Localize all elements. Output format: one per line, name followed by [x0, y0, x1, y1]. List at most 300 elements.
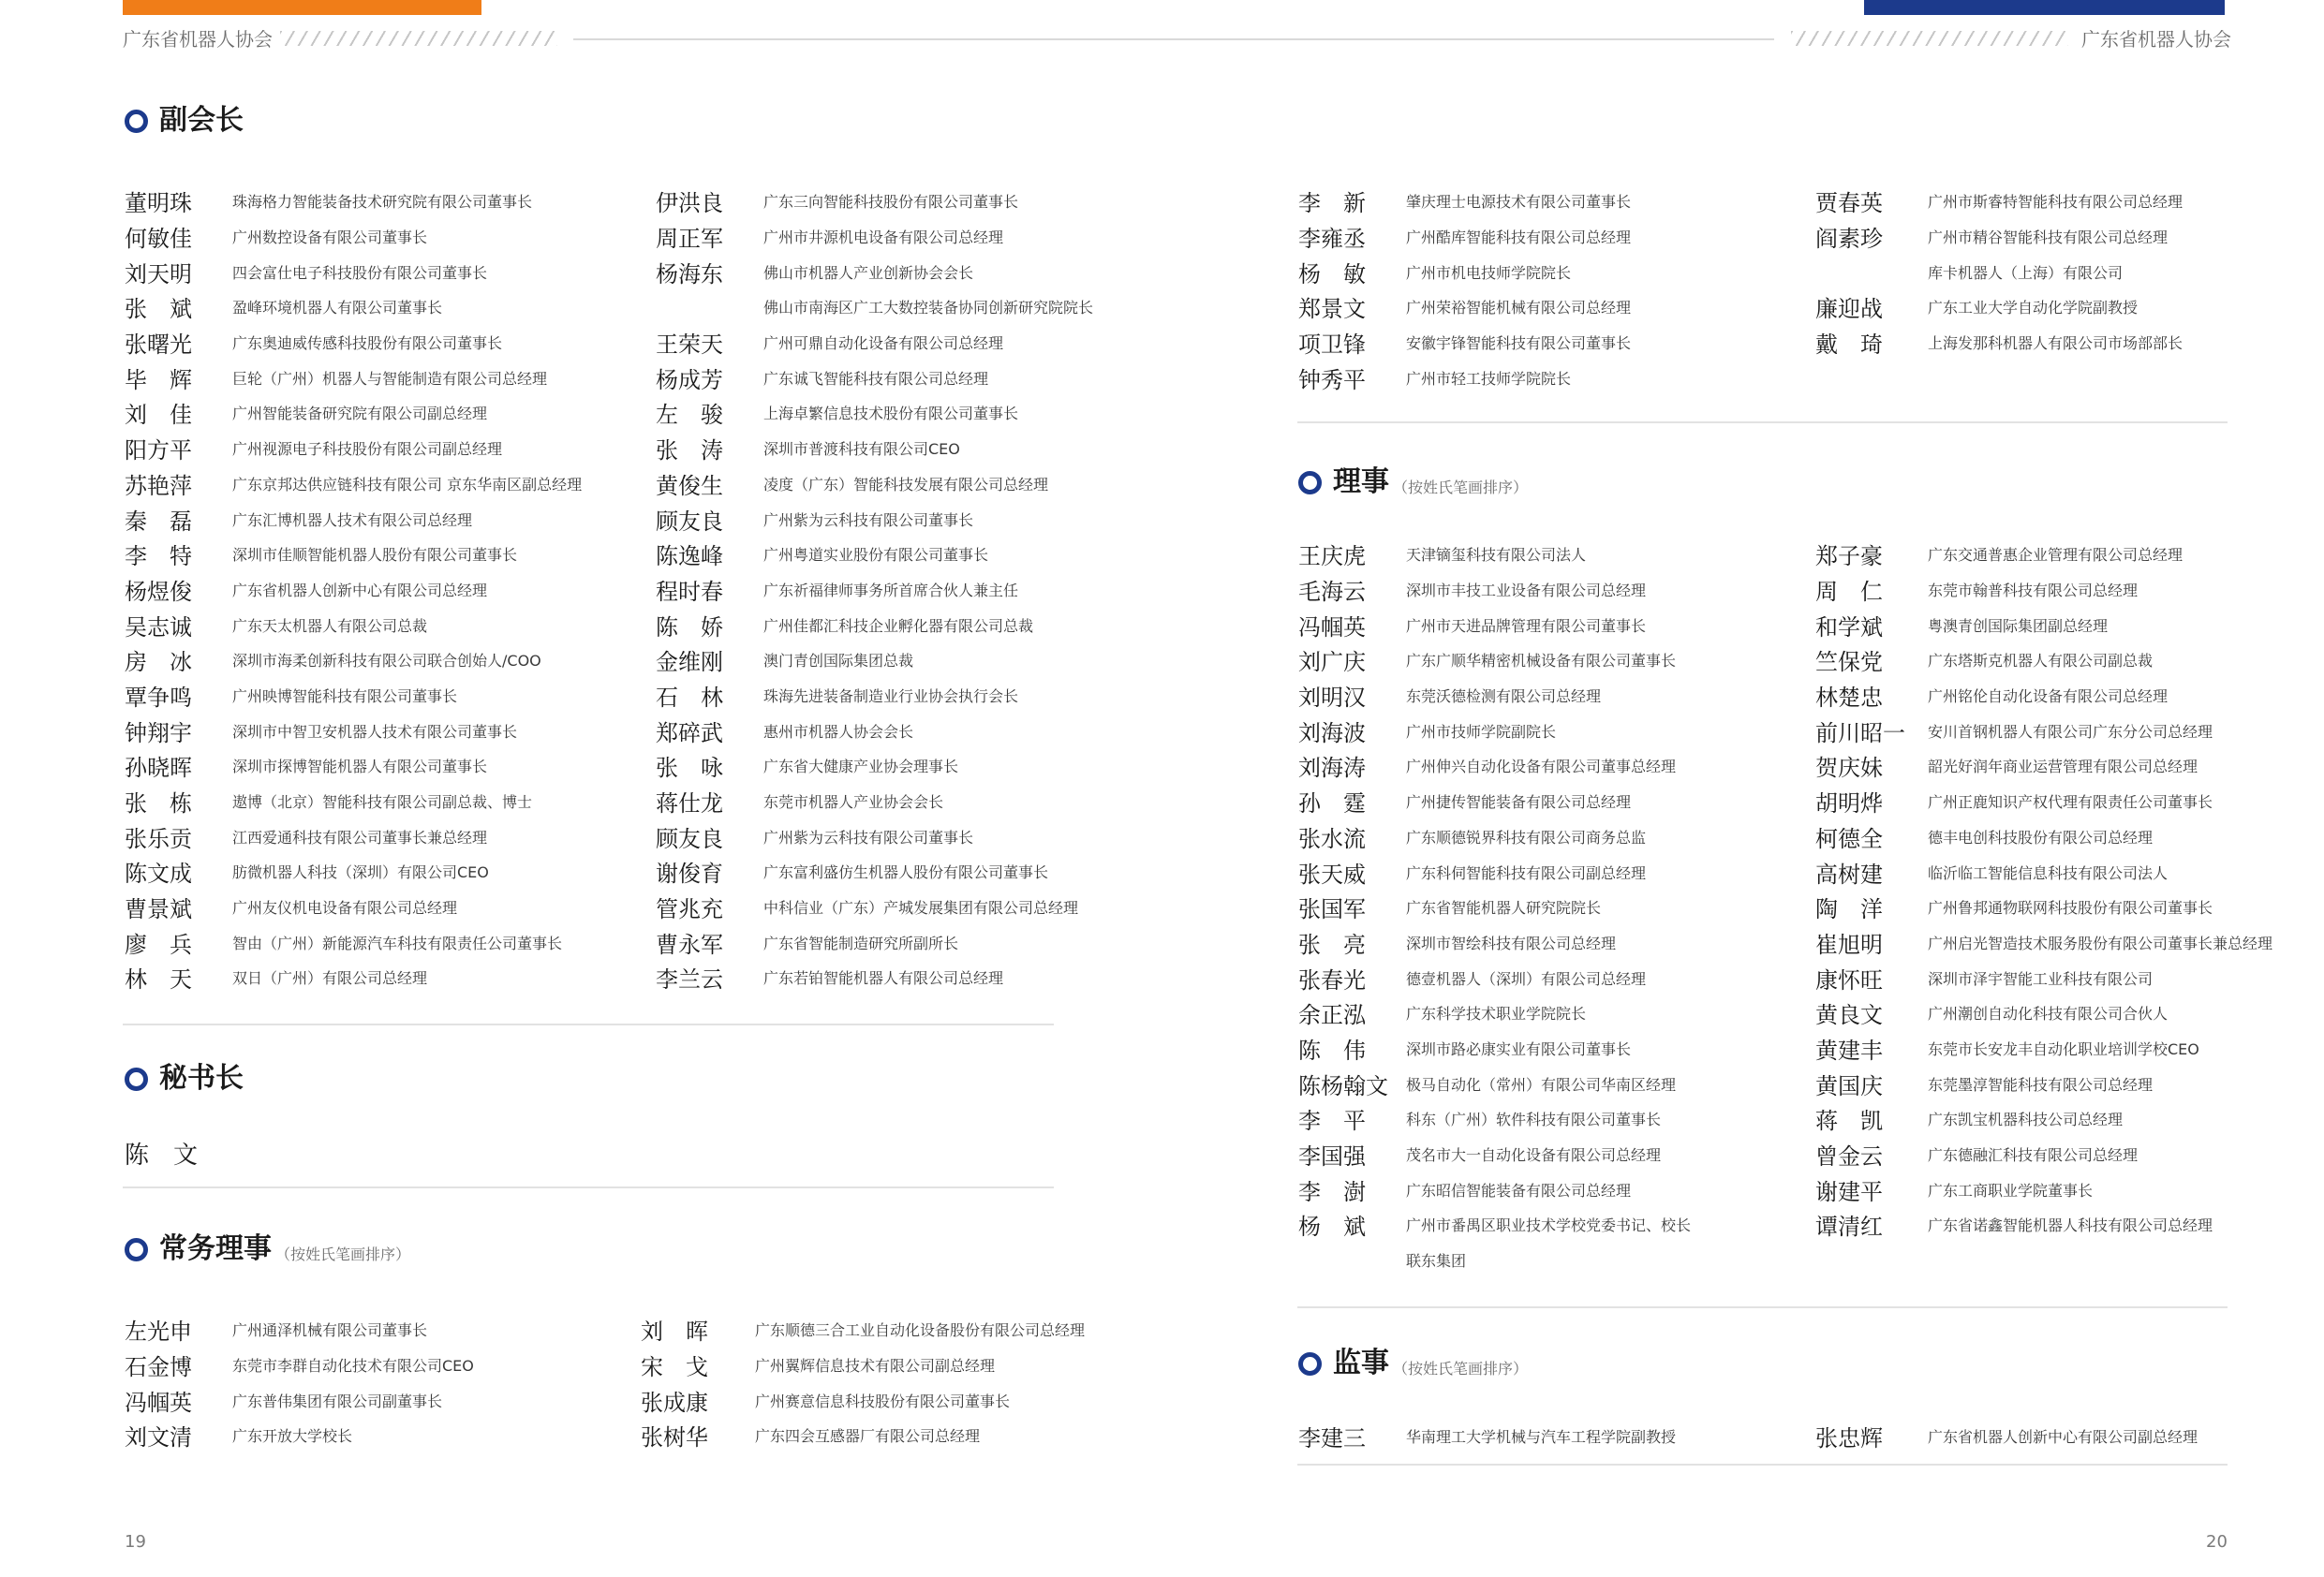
member-row — [1298, 360, 1631, 395]
member-name: 覃争鸣 — [125, 684, 192, 711]
member-row — [1815, 1172, 2272, 1207]
member-row — [1815, 1419, 2198, 1454]
member-organization: 深圳市路必康实业有限公司董事长 — [1406, 1039, 1632, 1058]
member-row — [1815, 572, 2272, 608]
section-vice-presidents-header — [125, 104, 244, 138]
member-name: 戴 琦 — [1815, 332, 1883, 359]
member-name: 张天威 — [1298, 861, 1366, 888]
section-title: 理事 — [1333, 465, 1389, 498]
member-row — [1298, 960, 1691, 995]
member-organization: 深圳市泽宇智能工业科技有限公司 — [1928, 969, 2154, 988]
member-organization: 广州友仪机电设备有限公司总经理 — [232, 899, 458, 918]
member-row — [1815, 748, 2272, 784]
member-name: 黄良文 — [1815, 1002, 1883, 1029]
member-organization: 广州紫为云科技有限公司董事长 — [763, 828, 974, 847]
member-organization: 肇庆理士电源技术有限公司董事长 — [1406, 193, 1632, 212]
member-row — [1298, 890, 1691, 925]
member-name: 李 平 — [1298, 1108, 1366, 1135]
member-organization: 广东昭信智能装备有限公司总经理 — [1406, 1181, 1632, 1200]
member-name: 刘 晖 — [641, 1319, 708, 1346]
member-organization: 广州酷库智能科技有限公司总经理 — [1406, 228, 1632, 247]
vice-presidents-col-3 — [1298, 184, 1631, 395]
member-name: 蒋仕龙 — [656, 790, 723, 818]
member-row — [1298, 642, 1691, 678]
member-name: 郑景文 — [1298, 296, 1366, 323]
section-note: （按姓氏笔画排序） — [1393, 478, 1529, 496]
section-directors-header — [1298, 465, 1528, 499]
section-title: 监事 — [1333, 1347, 1389, 1379]
member-name: 胡明烨 — [1815, 790, 1883, 818]
member-name: 石金博 — [125, 1354, 192, 1381]
member-organization: 广州伸兴自动化设备有限公司董事总经理 — [1406, 758, 1677, 776]
member-name: 杨成芳 — [656, 366, 723, 393]
member-name: 张树华 — [641, 1424, 708, 1452]
member-organization: 广州市斯睿特智能科技有限公司总经理 — [1928, 193, 2183, 212]
member-name: 李 新 — [1298, 190, 1366, 217]
member-row — [1815, 854, 2272, 890]
member-organization: 深圳市普渡科技有限公司CEO — [763, 440, 960, 459]
member-organization: 广州粤道实业股份有限公司董事长 — [763, 546, 989, 565]
member-name: 伊洪良 — [656, 190, 723, 217]
member-organization: 广东省智能制造研究所副所长 — [763, 934, 959, 952]
member-name: 宋 戈 — [641, 1354, 708, 1381]
member-organization: 广东塔斯克机器人有限公司副总裁 — [1928, 652, 2154, 671]
member-name: 王荣天 — [656, 332, 723, 359]
member-row — [656, 678, 1093, 714]
page-number-left: 19 — [125, 1532, 146, 1552]
member-organization: 广东交通普惠企业管理有限公司总经理 — [1928, 546, 2183, 565]
member-name: 刘文清 — [125, 1424, 192, 1452]
standing-directors-col-2 — [641, 1312, 1085, 1453]
member-row — [1298, 1031, 1691, 1067]
member-organization: 广州启光智造技术服务股份有限公司董事长兼总经理 — [1928, 934, 2273, 952]
member-row — [125, 325, 582, 361]
member-organization: 广州鲁邦通物联网科技股份有限公司董事长 — [1928, 899, 2213, 918]
member-organization: 珠海格力智能装备技术研究院有限公司董事长 — [232, 193, 533, 212]
member-row — [125, 1382, 474, 1418]
member-organization: 东莞市长安龙丰自动化职业培训学校CEO — [1928, 1039, 2199, 1058]
member-row — [641, 1418, 1085, 1453]
member-row — [656, 890, 1093, 925]
member-row — [1298, 572, 1691, 608]
member-name: 孙晓晖 — [125, 755, 192, 782]
member-row — [1815, 960, 2272, 995]
member-row — [1298, 184, 1631, 219]
member-name: 杨 斌 — [1298, 1214, 1366, 1241]
member-name: 杨煜俊 — [125, 578, 192, 605]
member-name: 李国强 — [1298, 1143, 1366, 1171]
member-organization: 广州赛意信息科技股份有限公司董事长 — [755, 1392, 1011, 1410]
header-right-title: 广东省机器人协会 — [2081, 28, 2231, 51]
section-note: （按姓氏笔画排序） — [1393, 1359, 1529, 1378]
member-row — [656, 289, 1093, 325]
header-divider-line — [573, 38, 1774, 40]
member-name: 张成康 — [641, 1389, 708, 1416]
member-name: 毕 辉 — [125, 366, 192, 393]
member-name: 张忠辉 — [1815, 1425, 1883, 1452]
member-organization: 广东诚飞智能科技有限公司总经理 — [763, 369, 989, 388]
member-name: 石 林 — [656, 684, 723, 711]
member-organization: 广州市机电技师学院院长 — [1406, 263, 1572, 282]
member-row — [1815, 1207, 2272, 1243]
member-name: 康怀旺 — [1815, 966, 1883, 994]
member-row — [656, 924, 1093, 960]
member-organization: 凌度（广东）智能科技发展有限公司总经理 — [763, 475, 1049, 494]
member-organization: 肪微机器人科技（深圳）有限公司CEO — [232, 863, 489, 882]
section-divider — [123, 1024, 1054, 1025]
member-name: 李兰云 — [656, 966, 723, 994]
member-row — [656, 325, 1093, 361]
member-organization: 天津镝玺科技有限公司法人 — [1406, 546, 1587, 565]
member-name: 阳方平 — [125, 437, 192, 464]
member-name: 陶 洋 — [1815, 896, 1883, 923]
member-row — [656, 784, 1093, 819]
member-organization: 德壹机器人（深圳）有限公司总经理 — [1406, 969, 1647, 988]
member-organization: 深圳市佳顺智能机器人股份有限公司董事长 — [232, 546, 518, 565]
member-row — [656, 818, 1093, 854]
ring-bullet-icon — [125, 1068, 148, 1091]
member-row — [1815, 890, 2272, 925]
member-organization: 德丰电创科技股份有限公司总经理 — [1928, 828, 2154, 847]
member-organization: 安徽宇锋智能科技有限公司董事长 — [1406, 334, 1632, 353]
member-organization: 深圳市中智卫安机器人技术有限公司董事长 — [232, 722, 518, 741]
member-organization: 广东普伟集团有限公司副董事长 — [232, 1392, 443, 1410]
member-organization: 广东若铂智能机器人有限公司总经理 — [763, 969, 1004, 988]
member-name: 高树建 — [1815, 861, 1883, 888]
member-row — [125, 960, 582, 995]
member-organization: 广东省机器人创新中心有限公司副总经理 — [1928, 1428, 2198, 1447]
member-organization: 广东顺德三合工业自动化设备股份有限公司总经理 — [755, 1321, 1086, 1340]
member-row — [125, 254, 582, 289]
member-row — [656, 466, 1093, 502]
member-name: 林 天 — [125, 966, 192, 994]
section-divider — [123, 1186, 1054, 1188]
member-organization: 广州市井源机电设备有限公司总经理 — [763, 228, 1004, 247]
member-row — [1298, 254, 1631, 289]
member-row — [656, 184, 1093, 219]
member-organization: 科东（广州）软件科技有限公司董事长 — [1406, 1111, 1662, 1129]
member-name: 曾金云 — [1815, 1143, 1883, 1171]
member-organization: 广东富利盛仿生机器人股份有限公司董事长 — [763, 863, 1049, 882]
member-name: 顾友良 — [656, 508, 723, 535]
member-name: 李雍丞 — [1298, 226, 1366, 253]
member-row — [1298, 537, 1691, 572]
member-name: 贺庆妹 — [1815, 755, 1883, 782]
member-name: 左光申 — [125, 1319, 192, 1346]
member-row — [1298, 607, 1691, 642]
member-name: 贾春英 — [1815, 190, 1883, 217]
member-organization: 广州市技师学院副院长 — [1406, 722, 1557, 741]
member-row — [1815, 254, 2183, 289]
member-organization: 广东四会互感器厂有限公司总经理 — [755, 1427, 981, 1446]
ring-bullet-icon — [125, 1238, 148, 1261]
member-row — [1815, 1137, 2272, 1172]
member-name: 张 亮 — [1298, 931, 1366, 958]
member-organization: 智由（广州）新能源汽车科技有限责任公司董事长 — [232, 934, 563, 952]
member-row — [125, 854, 582, 890]
member-organization: 深圳市智绘科技有限公司总经理 — [1406, 934, 1617, 952]
member-name: 陈文成 — [125, 861, 192, 888]
member-row — [1298, 995, 1691, 1031]
member-name: 廉迎战 — [1815, 296, 1883, 323]
member-organization: 遨博（北京）智能科技有限公司副总裁、博士 — [232, 793, 533, 812]
vice-presidents-col-4 — [1815, 184, 2183, 360]
member-row — [125, 360, 582, 395]
member-name: 周 仁 — [1815, 579, 1883, 606]
member-organization: 广州可鼎自动化设备有限公司总经理 — [763, 334, 1004, 353]
member-organization: 广州佳都汇科技企业孵化器有限公司总裁 — [763, 616, 1034, 635]
member-row — [656, 607, 1093, 642]
member-row — [1298, 678, 1691, 714]
member-name: 张乐贡 — [125, 825, 192, 852]
member-organization: 广州智能装备研究院有限公司副总经理 — [232, 405, 488, 423]
member-name: 管兆充 — [656, 896, 723, 923]
header-accent-bar-blue — [1864, 0, 2225, 15]
section-title: 副会长 — [159, 104, 244, 137]
member-row — [125, 713, 582, 748]
section-divider — [1297, 421, 2228, 423]
member-name: 陈 娇 — [656, 613, 723, 641]
member-row — [656, 360, 1093, 395]
member-row — [125, 184, 582, 219]
member-organization: 盈峰环境机器人有限公司董事长 — [232, 299, 443, 317]
member-name: 郑碎武 — [656, 719, 723, 746]
member-row — [656, 431, 1093, 466]
member-name: 蒋 凯 — [1815, 1108, 1883, 1135]
member-name: 李 特 — [125, 543, 192, 570]
member-organization: 澳门青创国际集团总裁 — [763, 652, 914, 671]
member-organization: 广东顺德锐界科技有限公司商务总监 — [1406, 828, 1647, 847]
member-row — [1815, 184, 2183, 219]
member-organization: 巨轮（广州）机器人与智能制造有限公司总经理 — [232, 369, 548, 388]
member-organization: 东莞市翰普科技有限公司总经理 — [1928, 582, 2139, 600]
member-row — [1815, 784, 2272, 819]
member-row — [1815, 607, 2272, 642]
member-name: 黄国庆 — [1815, 1072, 1883, 1099]
member-name: 杨海东 — [656, 260, 723, 287]
member-organization: 广州捷传智能装备有限公司总经理 — [1406, 793, 1632, 812]
member-name: 陈杨翰文 — [1298, 1072, 1388, 1099]
member-organization: 广东工业大学自动化学院副教授 — [1928, 299, 2139, 317]
member-name: 董明珠 — [125, 190, 192, 217]
ring-bullet-icon — [1298, 1352, 1322, 1376]
member-row — [1815, 642, 2272, 678]
header-left-title: 广东省机器人协会 — [123, 28, 273, 51]
directors-col-1 — [1298, 537, 1691, 1277]
vice-presidents-col-1 — [125, 184, 582, 995]
member-row — [125, 501, 582, 537]
member-row — [125, 219, 582, 255]
member-row — [656, 501, 1093, 537]
member-row — [1298, 1207, 1691, 1243]
member-organization: 广州市天进品牌管理有限公司董事长 — [1406, 616, 1647, 635]
member-organization: 四会富仕电子科技股份有限公司董事长 — [232, 263, 488, 282]
member-organization: 广州铭伦自动化设备有限公司总经理 — [1928, 687, 2169, 706]
member-name: 刘海波 — [1298, 719, 1366, 746]
member-row — [1815, 289, 2183, 325]
member-name: 张 涛 — [656, 437, 723, 464]
member-name: 和学斌 — [1815, 613, 1883, 641]
member-organization: 广东凯宝机器科技公司总经理 — [1928, 1111, 2124, 1129]
member-name: 曹景斌 — [125, 896, 192, 923]
member-organization: 广东奥迪威传感科技股份有限公司董事长 — [232, 334, 503, 353]
member-organization: 广州映博智能科技有限公司董事长 — [232, 686, 458, 705]
member-name: 黄俊生 — [656, 472, 723, 499]
member-row — [641, 1348, 1085, 1383]
member-organization: 广东科伺智能科技有限公司副总经理 — [1406, 863, 1647, 882]
member-name: 谢建平 — [1815, 1178, 1883, 1205]
member-row — [656, 748, 1093, 784]
member-name: 冯帼英 — [125, 1389, 192, 1416]
member-name: 张 栋 — [125, 790, 192, 818]
member-row — [1815, 1031, 2272, 1067]
member-name: 钟翔宇 — [125, 719, 192, 746]
member-name: 崔旭明 — [1815, 931, 1883, 958]
member-row — [1298, 219, 1631, 255]
member-row — [125, 924, 582, 960]
member-name: 秦 磊 — [125, 508, 192, 535]
member-name: 张 斌 — [125, 296, 192, 323]
member-row — [656, 395, 1093, 431]
member-row — [1298, 1172, 1691, 1207]
member-name: 张水流 — [1298, 825, 1366, 852]
member-name: 周正军 — [656, 226, 723, 253]
member-organization: 广东省大健康产业协会理事长 — [763, 758, 959, 776]
member-name: 李建三 — [1298, 1425, 1366, 1452]
member-organization: 广州翼辉信息技术有限公司副总经理 — [755, 1357, 996, 1376]
member-name: 冯帼英 — [1298, 613, 1366, 641]
member-organization: 广东天太机器人有限公司总裁 — [232, 616, 428, 635]
member-organization: 广州荣裕智能机械有限公司总经理 — [1406, 299, 1632, 317]
member-row — [1298, 325, 1631, 361]
member-row — [1815, 713, 2272, 748]
member-name: 刘海涛 — [1298, 755, 1366, 782]
secretary-general-name: 陈 文 — [125, 1142, 199, 1170]
member-organization: 东莞市机器人产业协会会长 — [763, 793, 944, 812]
member-row — [1815, 1066, 2272, 1101]
member-organization: 珠海先进装备制造业行业协会执行会长 — [763, 686, 1019, 705]
member-row — [656, 219, 1093, 255]
member-organization: 临沂临工智能信息科技有限公司法人 — [1928, 863, 2169, 882]
section-note: （按姓氏笔画排序） — [275, 1245, 411, 1263]
member-name: 前川昭一 — [1815, 719, 1905, 746]
member-organization: 库卡机器人（上海）有限公司 — [1928, 263, 2124, 282]
member-row — [656, 854, 1093, 890]
directors-col-2 — [1815, 537, 2272, 1243]
section-divider — [1297, 1464, 2228, 1466]
member-organization: 广东开放大学校长 — [232, 1427, 353, 1446]
member-name: 廖 兵 — [125, 931, 192, 958]
member-organization: 广东省机器人创新中心有限公司总经理 — [232, 581, 488, 599]
member-row — [656, 254, 1093, 289]
member-row — [656, 713, 1093, 748]
member-row — [1815, 678, 2272, 714]
member-row — [641, 1382, 1085, 1418]
member-name: 张国军 — [1298, 896, 1366, 923]
member-row — [125, 890, 582, 925]
member-organization: 东莞市李群自动化技术有限公司CEO — [232, 1357, 474, 1376]
member-organization: 惠州市机器人协会会长 — [763, 722, 914, 741]
member-row — [1298, 819, 1691, 855]
member-name: 陈逸峰 — [656, 543, 723, 570]
member-name: 刘 佳 — [125, 402, 192, 429]
member-organization: 广东祈福律师事务所首席合伙人兼主任 — [763, 581, 1019, 599]
member-organization: 广东德融汇科技有限公司总经理 — [1928, 1146, 2139, 1165]
member-row — [1298, 748, 1691, 784]
page-number-right: 20 — [2206, 1532, 2228, 1552]
member-name: 柯德全 — [1815, 825, 1883, 852]
section-standing-directors-header — [125, 1232, 410, 1266]
member-organization: 茂名市大一自动化设备有限公司总经理 — [1406, 1146, 1662, 1165]
member-row — [125, 818, 582, 854]
header-right-hatch — [1791, 31, 2068, 46]
member-name: 余正泓 — [1298, 1002, 1366, 1029]
member-organization: 深圳市探博智能机器人有限公司董事长 — [232, 758, 488, 776]
member-name: 陈 伟 — [1298, 1037, 1366, 1064]
member-organization: 安川首钢机器人有限公司广东分公司总经理 — [1928, 722, 2213, 741]
member-row — [641, 1312, 1085, 1348]
member-name: 项卫锋 — [1298, 332, 1366, 359]
member-row — [1298, 1066, 1691, 1101]
section-secretary-header — [125, 1062, 244, 1096]
member-name: 孙 霆 — [1298, 790, 1366, 818]
member-name: 顾友良 — [656, 825, 723, 852]
member-row — [1815, 325, 2183, 361]
member-row — [1815, 819, 2272, 855]
member-organization: 广州市精谷智能科技有限公司总经理 — [1928, 228, 2169, 247]
member-organization: 佛山市机器人产业创新协会会长 — [763, 263, 974, 282]
member-row — [125, 1312, 474, 1348]
member-name: 李 澍 — [1298, 1178, 1366, 1205]
member-name: 刘天明 — [125, 260, 192, 287]
member-organization: 深圳市丰技工业设备有限公司总经理 — [1406, 582, 1647, 600]
member-name: 张 咏 — [656, 755, 723, 782]
member-organization: 深圳市海柔创新科技有限公司联合创始人/COO — [232, 652, 541, 671]
member-organization: 广东汇博机器人技术有限公司总经理 — [232, 510, 473, 529]
member-row — [125, 748, 582, 784]
member-name: 竺保党 — [1815, 649, 1883, 676]
member-name: 房 冰 — [125, 649, 192, 676]
member-organization: 东莞墨淳智能科技有限公司总经理 — [1928, 1075, 2154, 1094]
standing-directors-col-1 — [125, 1312, 474, 1453]
member-row — [125, 678, 582, 714]
member-name: 曹永军 — [656, 931, 723, 958]
member-organization: 广东三向智能科技股份有限公司董事长 — [763, 193, 1019, 212]
member-organization: 广州正鹿知识产权代理有限责任公司董事长 — [1928, 793, 2213, 812]
member-name: 钟秀平 — [1298, 366, 1366, 393]
member-row — [125, 572, 582, 608]
member-row — [1298, 713, 1691, 748]
member-organization: 广东科学技术职业学院院长 — [1406, 1005, 1587, 1024]
member-row — [1815, 537, 2272, 572]
member-organization: 佛山市南海区广工大数控装备协同创新研究院院长 — [763, 299, 1094, 317]
member-organization: 广州数控设备有限公司董事长 — [232, 228, 428, 247]
member-row — [656, 960, 1093, 995]
member-row — [1815, 1101, 2272, 1137]
member-row — [1298, 289, 1631, 325]
member-organization: 韶光好润年商业运营管理有限公司总经理 — [1928, 758, 2198, 776]
member-organization: 上海发那科机器人有限公司市场部部长 — [1928, 334, 2183, 353]
member-name: 阎素珍 — [1815, 226, 1883, 253]
member-row — [125, 395, 582, 431]
header-accent-bar-orange — [123, 0, 481, 15]
member-organization: 江西爱通科技有限公司董事长兼总经理 — [232, 828, 488, 847]
member-organization: 联东集团 — [1406, 1252, 1467, 1271]
member-organization: 上海卓繁信息技术股份有限公司董事长 — [763, 405, 1019, 423]
member-organization: 极马自动化（常州）有限公司华南区经理 — [1406, 1075, 1677, 1094]
member-row — [125, 466, 582, 502]
member-name: 左 骏 — [656, 402, 723, 429]
